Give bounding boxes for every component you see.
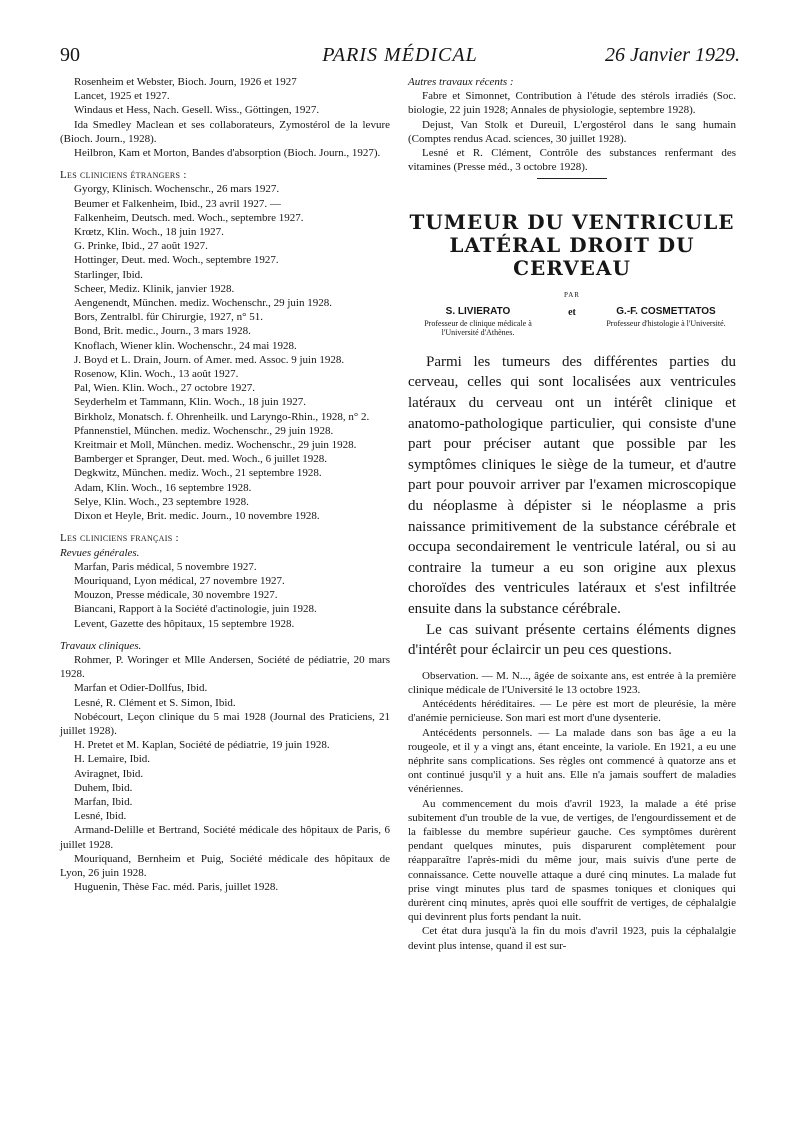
author-name: G.-F. COSMETTATOS [616,305,716,317]
reference-entry: Bors, Zentralbl. für Chirurgie, 1927, n° 51. [74,311,264,324]
reference-entry: Biancani, Rapport à la Société d'actinologie, juin 1928. [74,603,317,616]
reference-entry: Mouriquand, Lyon médical, 27 novembre 1927. [74,574,285,587]
reference-entry: Lesné et R. Clément, Contrôle des substances renfermant des vitamines (Presse méd., 3 octobre 1928). [408,147,736,174]
reference-entry: Lancet, 1925 et 1927. [74,90,170,103]
reference-entry: Hottinger, Deut. med. Woch., septembre 1927. [74,254,279,267]
issue-date: 26 Janvier 1929. [605,44,740,66]
reference-entry: Rosenow, Klin. Woch., 13 août 1927. [74,368,239,381]
reference-entry: Beumer et Falkenheim, Ibid., 23 avril 1927. — [74,197,281,210]
reference-entry: Duhem, Ibid. [74,781,133,794]
section-subheading: Revues générales. [60,546,140,559]
observation-paragraph: Cet état dura jusqu'à la fin du mois d'avril 1923, puis la céphalalgie devint plus intense, quand il est sur- [408,925,736,952]
author-affiliation: Professeur de clinique médicale à l'Université d'Athènes. [424,318,532,338]
reference-entry: Pal, Wien. Klin. Woch., 27 octobre 1927. [74,382,255,395]
reference-entry: Bond, Brit. medic., Journ., 3 mars 1928. [74,325,251,338]
observation-paragraph: Au commencement du mois d'avril 1923, la malade a été prise subitement d'un trouble de la vue, de vertiges, de l'engourdissement et de la faiblesse du membre supérieur gauche. Ces symptômes durèrent pendant quelques minutes, puis disparurent complètement pour réapparaître l'après-midi du même jour, mais suivis d'une perte de connaissance. Cette nouvelle attaque a duré cinq minutes. La malade fut prise vingt minutes plus tard de spasmes toniques et cloniques qui durèrent cinq minutes, après quoi elle souffrit de vertiges, de céphalalgie qui devinrent plus forts pendant la nuit. [408,797,736,924]
author-connector: et [568,306,576,318]
page-header [60,44,740,72]
reference-entry: Aviragnet, Ibid. [74,767,144,780]
article-title [408,211,736,280]
reference-section [60,168,390,523]
reference-entry: Ida Smedley Maclean et ses collaborateurs, Zymostérol de la levure (Bioch. Journ., 1928). [60,118,390,145]
left-column [60,75,390,894]
other-works-heading: Autres travaux récents : [408,76,514,88]
page-number: 90 [60,44,80,66]
section-subheading: Travaux cliniques. [60,639,142,652]
reference-entry: Windaus et Hess, Nach. Gesell. Wiss., Göttingen, 1927. [74,104,320,117]
reference-section [60,639,390,895]
observation-paragraph: Observation. — M. N..., âgée de soixante ans, est entrée à la première clinique médicale de l'Université le 13 octobre 1923. [408,669,736,696]
article-title-line: LATÉRAL DROIT DU [449,233,695,258]
author-affiliation: Professeur d'histologie à l'Université. [606,318,726,328]
reference-entry: Bamberger et Spranger, Deut. med. Woch., 6 juillet 1928. [74,453,328,466]
reference-entry: Birkholz, Monatsch. f. Ohrenheilk. und Laryngo-Rhin., 1928, n° 2. [74,410,370,423]
reference-entry: Adam, Klin. Woch., 16 septembre 1928. [74,481,252,494]
reference-entry: Marfan et Odier-Dollfus, Ibid. [74,682,208,695]
reference-entry: Levent, Gazette des hôpitaux, 15 septembre 1928. [74,617,295,630]
observation-paragraph: Antécédents personnels. — La malade dans son bas âge a eu la rougeole, et il y a vingt ans, étant enceinte, la variole. En 1921, a eu une néphrite sans complications. Ses règles ont commencé à quatorze ans et ont continué jusqu'il y a huit ans. Elle n'a jamais souffert de maladies vénériennes. [408,726,736,796]
reference-entry: H. Pretet et M. Kaplan, Société de pédiatrie, 19 juin 1928. [74,739,330,752]
section-heading: Les cliniciens étrangers : [60,169,187,182]
reference-entry: Rosenheim et Webster, Bioch. Journ, 1926 et 1927 [74,76,297,88]
reference-entry: Huguenin, Thèse Fac. méd. Paris, juillet 1928. [74,881,279,894]
reference-entry: Pfannenstiel, München. mediz. Wochenschr., 29 juin 1928. [74,424,334,437]
reference-entry: Selye, Klin. Woch., 23 septembre 1928. [74,495,249,508]
reference-entry: Aengenendt, München. mediz. Wochenschr., 29 juin 1928. [74,297,332,310]
reference-entry: Starlinger, Ibid. [74,268,143,281]
reference-entry: Mouriquand, Bernheim et Puig, Société médicale des hôpitaux de Lyon, 26 juin 1928. [60,852,390,879]
reference-entry: Krœtz, Klin. Woch., 18 juin 1927. [74,226,224,239]
reference-entry: Mouzon, Presse médicale, 30 novembre 1927. [74,589,278,602]
reference-entry: Falkenheim, Deutsch. med. Woch., septembre 1927. [74,211,304,224]
reference-entry: Lesné, Ibid. [74,810,127,823]
reference-entry: Dixon et Heyle, Brit. medic. Journ., 10 novembre 1928. [74,510,320,523]
reference-entry: G. Prinke, Ibid., 27 août 1927. [74,240,208,253]
author-name: S. LIVIERATO [445,305,511,317]
reference-entry: Kreitmair et Moll, München. mediz. Wochenschr., 29 juin 1928. [74,439,357,452]
reference-section [60,531,390,630]
other-works-list [408,75,736,174]
reference-entry: Gyorgy, Klinisch. Wochenschr., 26 mars 1927. [74,183,280,196]
authors-block [408,305,736,338]
reference-entry: Rohmer, P. Woringer et Mlle Andersen, Société de pédiatrie, 20 mars 1928. [60,653,390,681]
author-1 [408,305,548,338]
reference-entry: Marfan, Ibid. [74,795,133,808]
reference-section [60,75,390,160]
author-2 [596,305,736,329]
observation-paragraph: Antécédents héréditaires. — Le père est mort de pleurésie, la mère d'anémie pernicieuse. Son mari est mort d'une dysenterie. [408,698,736,725]
reference-entry: J. Boyd et L. Drain, Journ. of Amer. med. Assoc. 9 juin 1928. [74,353,345,366]
reference-entry: Dejust, Van Stolk et Dureuil, L'ergostérol dans le sang humain (Comptes rendus Acad. sciences, 30 juillet 1928). [408,118,736,145]
byline-par: PAR [564,291,580,300]
reference-entry: Seyderhelm et Tammann, Klin. Woch., 18 juin 1927. [74,396,306,409]
reference-entry: Nobécourt, Leçon clinique du 5 mai 1928 (Journal des Praticiens, 21 juillet 1928). [60,710,390,737]
reference-entry: Knoflach, Wiener klin. Wochenschr., 24 mai 1928. [74,339,297,352]
intro-paragraph: Le cas suivant présente certains éléments dignes d'intérêt pour éclaircir un peu ces questions. [408,621,736,659]
reference-entry: Armand-Delille et Bertrand, Société médicale des hôpitaux de Paris, 6 juillet 1928. [60,824,390,851]
reference-entry: Heilbron, Kam et Morton, Bandes d'absorption (Bioch. Journ., 1927). [74,147,381,160]
reference-entry: Fabre et Simonnet, Contribution à l'étude des stérols irradiés (Soc. biologie, 22 juin 1928; Annales de physiologie, septembre 1928). [408,90,736,117]
observation-section [408,669,736,953]
article-introduction [408,352,736,661]
reference-entry: Marfan, Paris médical, 5 novembre 1927. [74,560,257,573]
article-title-line: CERVEAU [513,256,631,281]
section-heading: Les cliniciens français : [60,532,179,545]
intro-paragraph: Parmi les tumeurs des différentes parties du cerveau, celles qui sont localisées aux ventricules latéraux du cerveau ont un intérêt clinique et anatomo-pathologique particulier, qui consiste d'une part pour préciser autant que possible par les symptômes cliniques le siège de la tumeur, et d'autre part pour pouvoir arriver par l'examen microscopique du néoplasme à dépister si le néoplasme a pris naissance primitivement de la substance cérébrale et occupa secondairement le ventricule latéral, ou si au contraire la tumeur a eu son origine aux plexus choroïdes des ventricules latéraux et s'est infiltrée ensuite dans la substance cérébrale. [408,353,736,617]
reference-entry: Degkwitz, München. mediz. Woch., 21 septembre 1928. [74,467,322,480]
journal-title: PARIS MÉDICAL [322,44,478,66]
article-title-line: TUMEUR DU VENTRICULE [409,210,735,235]
right-column [408,75,736,953]
separator-rule [537,178,607,179]
reference-entry: Lesné, R. Clément et S. Simon, Ibid. [74,696,236,709]
reference-entry: Scheer, Mediz. Klinik, janvier 1928. [74,282,235,295]
reference-entry: H. Lemaire, Ibid. [74,753,151,766]
